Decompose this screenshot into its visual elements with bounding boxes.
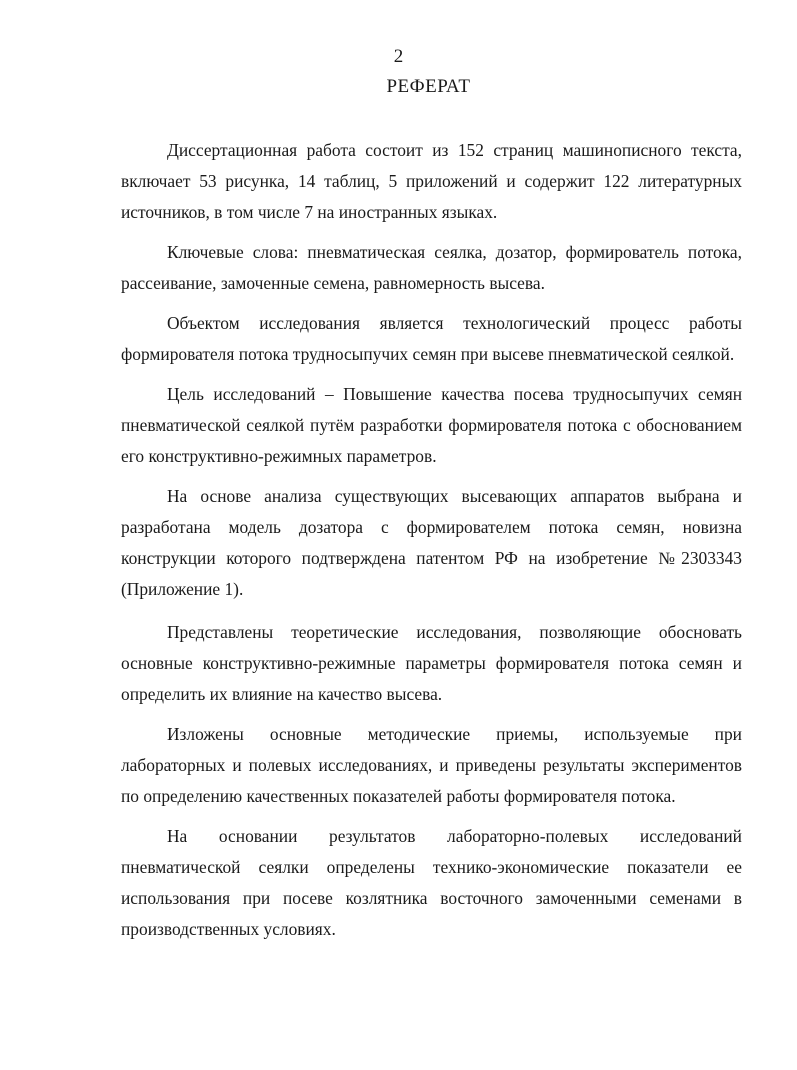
paragraph-research-object: Объектом исследования является технологический процесс работы формирователя потока трудносыпучих семян при высеве пневматической сеялкой. xyxy=(121,313,742,364)
paragraph-methods-results: Изложены основные методические приемы, используемые при лабораторных и полевых исследованиях, и приведены результаты экспериментов по определению качественных показателей работы формирователя потока. xyxy=(121,724,742,806)
page-number: 2 xyxy=(393,46,404,67)
paragraph-model-development: На основе анализа существующих высевающих аппаратов выбрана и разработана модель дозатора с формирователем потока семян, новизна конструкции которого подтверждена патентом РФ на изобретение №2303343 (Приложение 1). xyxy=(121,486,742,599)
paragraph-research-goal: Цель исследований – Повышение качества посева трудносыпучих семян пневматической сеялкой путём разработки формирователя потока с обоснованием его конструктивно-режимных параметров. xyxy=(121,384,742,466)
paragraph-theoretical-research: Представлены теоретические исследования, позволяющие обосновать основные конструктивно-режимные параметры формирователя потока семян и определить их влияние на качество высева. xyxy=(121,622,742,704)
abstract-body xyxy=(121,135,742,945)
page-title: РЕФЕРАТ xyxy=(386,76,471,97)
paragraph-economic-indicators: На основании результатов лабораторно-полевых исследований пневматической сеялки определены технико-экономические показатели ее использования при посеве козлятника восточного замоченными семенами в производственных условиях. xyxy=(121,826,742,939)
paragraph-keywords: Ключевые слова: пневматическая сеялка, дозатор, формирователь потока, рассеивание, замоченные семена, равномерность высева. xyxy=(121,242,742,293)
paragraph-thesis-structure: Диссертационная работа состоит из 152 страниц машинописного текста, включает 53 рисунка, 14 таблиц, 5 приложений и содержит 122 литературных источников, в том числе 7 на иностранных языках. xyxy=(121,140,742,222)
